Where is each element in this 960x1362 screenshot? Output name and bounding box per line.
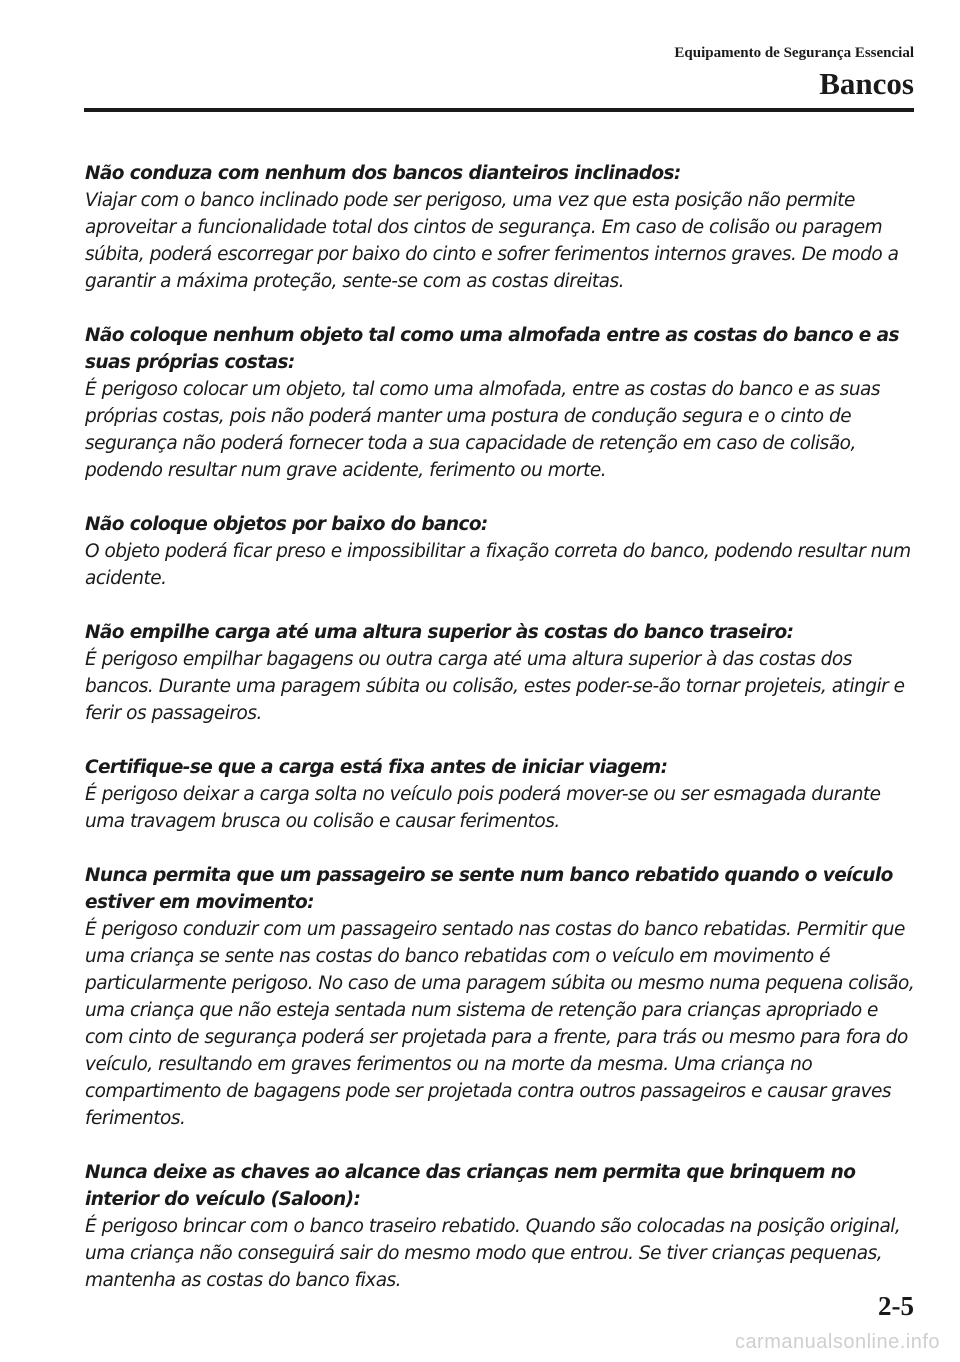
warning-item xyxy=(85,862,917,1132)
warning-item xyxy=(85,511,917,592)
warning-heading: Não empilhe carga até uma altura superior às costas do banco traseiro: xyxy=(85,622,794,643)
warning-item xyxy=(85,322,917,484)
page-header xyxy=(674,44,914,102)
warning-item xyxy=(85,160,917,295)
warning-heading: Não coloque objetos por baixo do banco: xyxy=(85,514,488,535)
warnings-list xyxy=(85,160,917,1321)
warning-heading: Nunca permita que um passageiro se sente num banco rebatido quando o veículo estiver em movimento: xyxy=(85,865,893,913)
warning-item xyxy=(85,619,917,727)
warning-heading: Não coloque nenhum objeto tal como uma almofada entre as costas do banco e as suas próprias costas: xyxy=(85,325,899,373)
warning-body: O objeto poderá ficar preso e impossibilitar a fixação correta do banco, podendo resultar num acidente. xyxy=(85,541,911,589)
chapter-title: Bancos xyxy=(819,66,914,101)
warning-item xyxy=(85,1159,917,1294)
watermark: carmanualsonline.info xyxy=(734,1331,940,1353)
section-label: Equipamento de Segurança Essencial xyxy=(674,45,914,61)
warning-heading: Nunca deixe as chaves ao alcance das crianças nem permita que brinquem no interior do veículo (Saloon): xyxy=(85,1162,856,1210)
page-number: 2-5 xyxy=(878,1291,914,1321)
warning-body: É perigoso brincar com o banco traseiro rebatido. Quando são colocadas na posição original, uma criança não conseguirá sair do mesmo modo que entrou. Se tiver crianças pequenas, mantenha as costas do banco fixas. xyxy=(85,1216,901,1291)
warning-heading: Não conduza com nenhum dos bancos dianteiros inclinados: xyxy=(85,163,681,184)
warning-body: É perigoso deixar a carga solta no veículo pois poderá mover-se ou ser esmagada durante uma travagem brusca ou colisão e causar ferimentos. xyxy=(85,784,881,832)
warning-body: É perigoso empilhar bagagens ou outra carga até uma altura superior à das costas dos bancos. Durante uma paragem súbita ou colisão, estes poder-se-ão tornar projeteis, atingir e ferir os passageiros. xyxy=(85,649,905,724)
warning-body: É perigoso conduzir com um passageiro sentado nas costas do banco rebatidas. Permitir que uma criança se sente nas costas do banco rebatidas com o veículo em movimento é particularmente perigoso. No caso de uma paragem súbita ou mesmo numa pequena colisão, uma criança que não esteja sentada num sistema de retenção para crianças apropriado e com cinto de segurança poderá ser projetada para a frente, para trás ou mesmo para fora do veículo, resultando em graves ferimentos ou na morte da mesma. Uma criança no compartimento de bagagens pode ser projetada contra outros passageiros e causar graves ferimentos. xyxy=(85,919,915,1129)
header-divider xyxy=(84,108,914,112)
warning-item xyxy=(85,754,917,835)
warning-heading: Certifique-se que a carga está fixa antes de iniciar viagem: xyxy=(85,757,668,778)
warning-body: É perigoso colocar um objeto, tal como uma almofada, entre as costas do banco e as suas próprias costas, pois não poderá manter uma postura de condução segura e o cinto de segurança não poderá fornecer toda a sua capacidade de retenção em caso de colisão, podendo resultar num grave acidente, ferimento ou morte. xyxy=(85,379,881,481)
warning-body: Viajar com o banco inclinado pode ser perigoso, uma vez que esta posição não permite aproveitar a funcionalidade total dos cintos de segurança. Em caso de colisão ou paragem súbita, poderá escorregar por baixo do cinto e sofrer ferimentos internos graves. De modo a garantir a máxima proteção, sente-se com as costas direitas. xyxy=(85,190,899,292)
